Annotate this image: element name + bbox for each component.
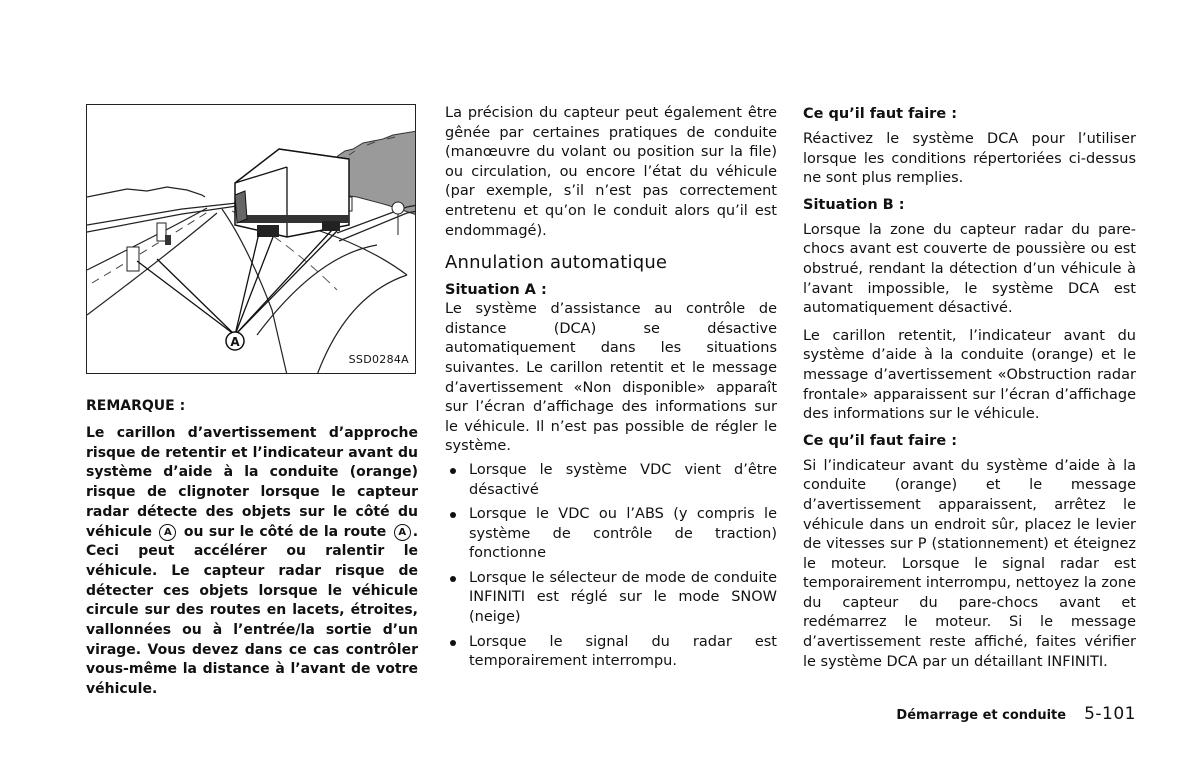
what-to-do-text: Réactivez le système DCA pour l’utiliser lorsque les conditions répertoriées ci-dessus ne sont plus remplies. (803, 131, 1136, 187)
page-footer (896, 704, 1136, 724)
situation-b-text: Lorsque la zone du capteur radar du pare-chocs avant est couverte de poussière ou est obstrué, rendant la détection d’un véhicule à l’avant impossible, le système DCA est automatiquement désactivé. (803, 221, 1136, 317)
radar-illustration (86, 104, 416, 374)
marker-a-icon: A (394, 524, 411, 541)
left-column (86, 104, 418, 700)
intro-paragraph: La précision du capteur peut également être gênée par certaines pratiques de conduite (manœuvre du volant ou position sur la file) ou circulation, ou encore l’état du véhicule (par exemple, s’il n’est pas correctement entretenu et qu’on le conduit alors qu’il est endommagé). (445, 105, 777, 239)
what-to-do-text-2: Si l’indicateur avant du système d’aide à la conduite (orange) et le message d’avertissement apparaissent, arrêtez le véhicule dans un endroit sûr, placez le levier de vitesses sur P (stationnement) et éteignez le moteur. Lorsque le signal radar est temporairement interrompu, nettoyez la zone du capteur du pare-chocs avant et redémarrez le moteur. Si le message d’avertissement reste affiché, faites vérifier le système DCA par un détaillant INFINITI. (803, 457, 1136, 670)
remark-part1: Le carillon d’avertissement d’approche risque de retentir et l’indicateur avant du système d’aide à la conduite (orange) risque de clignoter lorsque le capteur radar détecte des objets sur le côté du véhicule (86, 425, 418, 540)
remark-part3: . Ceci peut accélérer ou ralentir le véhicule. Le capteur radar risque de détecter ces objets lorsque le véhicule circule sur des routes en lacets, étroites, vallonnées ou à l’entrée/la sortie d’un virage. Vous devez dans ce cas contrôler vous-même la distance à l’avant de votre véhicule. (86, 523, 419, 698)
situation-a-heading: Situation A : (445, 282, 547, 299)
section-title: Annulation automatique (445, 252, 668, 274)
list-item: Lorsque le VDC ou l’ABS (y compris le système de contrôle de traction) fonctionne (445, 505, 777, 564)
situation-a-text: Le système d’assistance au contrôle de distance (DCA) se désactive automatiquement dans les situations suivantes. Le carillon retentit et le message d’avertissement «Non disponible» apparaît sur l’écran d’affichage des informations sur le véhicule. Il n’est pas possible de régler le système. (445, 301, 777, 455)
list-item: Lorsque le signal du radar est temporairement interrompu. (445, 633, 777, 672)
bullet-list (445, 461, 777, 672)
middle-column (445, 104, 777, 677)
situation-b-text-2: Le carillon retentit, l’indicateur avant du système d’aide à la conduite (orange) et le message d’avertissement «Obstruction radar frontale» apparaissent sur l’écran d’affichage des informations sur le véhicule. (803, 327, 1136, 423)
remark-part2: ou sur le côté de la route (183, 523, 387, 540)
situation-b-heading: Situation B : (803, 196, 905, 213)
what-to-do-heading-2: Ce qu’il faut faire : (803, 432, 958, 449)
remark-title: REMARQUE : (86, 398, 186, 414)
list-item: Lorsque le système VDC vient d’être désactivé (445, 461, 777, 500)
road-truck-drawing (87, 105, 416, 374)
figure-code: SSD0284A (348, 353, 409, 366)
what-to-do-heading: Ce qu’il faut faire : (803, 106, 958, 122)
remark-text (86, 424, 418, 700)
page-number: 5-101 (1084, 704, 1136, 724)
footer-section-title: Démarrage et conduite (896, 708, 1067, 723)
marker-a-icon: A (159, 524, 176, 541)
figure-marker-a: A (230, 335, 240, 349)
list-item: Lorsque le sélecteur de mode de conduite INFINITI est réglé sur le mode SNOW (neige) (445, 569, 777, 628)
right-column (803, 104, 1136, 672)
